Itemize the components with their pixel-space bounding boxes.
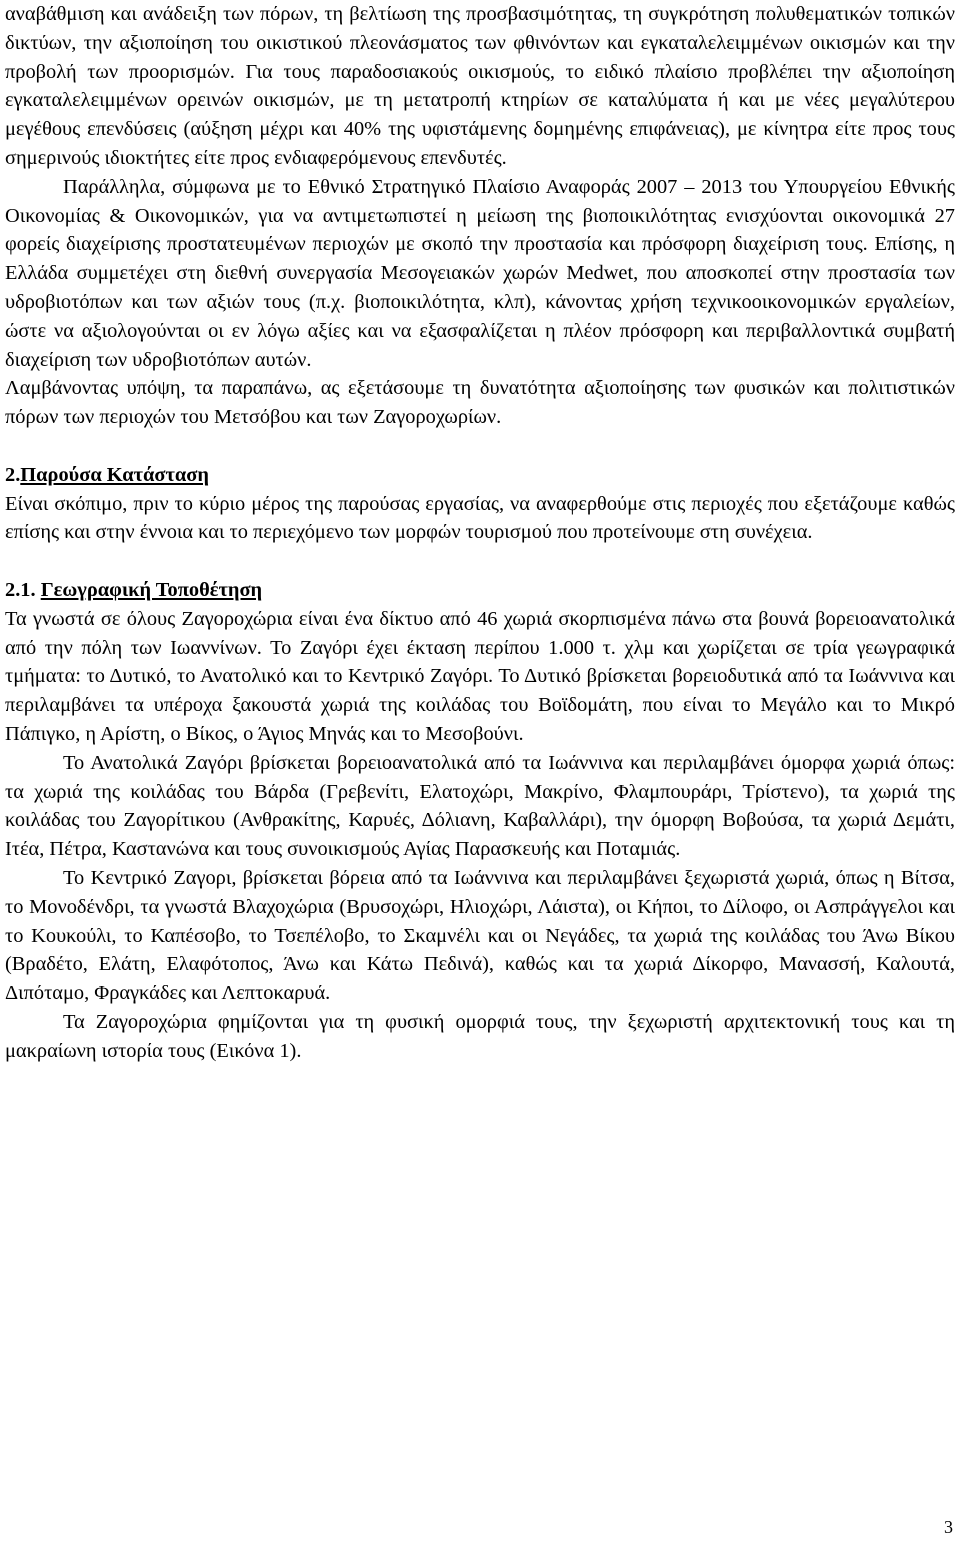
section-number: 2. <box>5 463 21 486</box>
section-heading-current-state <box>5 461 955 490</box>
paragraph-espa: Παράλληλα, σύμφωνα με το Εθνικό Στρατηγικό Πλαίσιο Αναφοράς 2007 – 2013 του Υπουργείου Εθνικής Οικονομίας & Οικονομικών, για να αντιμετωπιστεί η μείωση της βιοποικιλότητας ενισχύονται οικονομικά 27 φορείς διαχείρισης προστατευμένων περιοχών με σκοπό την προστασία και πρόσφορη διαχείριση τους. Επίσης, η Ελλάδα συμμετέχει στη διεθνή συνεργασία Μεσογειακών χωρών Medwet, που αποσκοπεί στην προστασία των υδροβιοτόπων και των αξιών τους (π.χ. βιοποικιλότητα, κλπ), κάνοντας χρήση τεχνικοοικονομικών εργαλείων, ώστε να αξιολογούνται οι εν λόγω αξίες και να εξασφαλίζεται η πλέον πρόσφορη και περιβαλλοντικά συμβατή διαχείριση των υδροβιοτόπων αυτών. <box>5 175 955 371</box>
paragraph-current-state: Είναι σκόπιμο, πριν το κύριο μέρος της παρούσας εργασίας, να αναφερθούμε στις περιοχές που εξετάζουμε καθώς επίσης και στην έννοια και το περιεχόμενο των μορφών τουρισμού που προτείνουμε στη συνέχεια. <box>5 492 955 544</box>
subsection-number: 2.1. <box>5 578 36 601</box>
page-number: 3 <box>944 1517 953 1537</box>
paragraph-geography-east: Το Ανατολικά Ζαγόρι βρίσκεται βορειοανατολικά από τα Ιωάννινα και περιλαμβάνει όμορφα χωριά όπως: τα χωριά της κοιλάδας του Βάρδα (Γρεβενίτι, Ελατοχώρι, Μακρίνο, Φλαμπουράρι, Τρίστενο), τα χωριά της κοιλάδας του Ζαγορίτικου (Ανθρακίτης, Καρυές, Δόλιανη, Καβαλλάρι), την όμορφη Βοβούσα, τα χωριά Δεμάτι, Ιτέα, Πέτρα, Καστανώνα και τους συνοικισμούς Αγίας Παρασκευής και Ποταμιάς. <box>5 751 955 861</box>
section-title: Παρούσα Κατάσταση <box>20 463 209 486</box>
paragraph-geography-central: Το Κεντρικό Ζαγορι, βρίσκεται βόρεια από τα Ιωάννινα και περιλαμβάνει ξεχωριστά χωριά, όπως η Βίτσα, το Μονοδένδρι, τα γνωστά Βλαχοχώρια (Βρυσοχώρι, Ηλιοχώρι, Λάιστα), οι Κήποι, το Δίλοφο, οι Ασπράγγελοι και το Κουκούλι, το Καπέσοβο, το Τσεπέλοβο, το Σκαμνέλι και οι Νεγάδες, τα χωριά της κοιλάδας του Άνω Βίκου (Βραδέτο, Ελάτη, Ελαφότοπος, Άνω και Κάτω Πεδινά), καθώς και τα χωριά Δίκορφο, Μανασσή, Καλουτά, Διπόταμο, Φραγκάδες και Λεπτοκαρυά. <box>5 866 955 1005</box>
paragraph-intro-continuation: αναβάθμιση και ανάδειξη των πόρων, τη βελτίωση της προσβασιμότητας, τη συγκρότηση πολυθεματικών τοπικών δικτύων, την αξιοποίηση του οικιστικού πλεονάσματος των φθινόντων και εγκαταλελειμμένων οικισμών και την προβολή των προορισμών. Για τους παραδοσιακούς οικισμούς, το ειδικό πλαίσιο προβλέπει την αξιοποίηση εγκαταλελειμμένων ορεινών οικισμών, με τη μετατροπή κτηρίων σε καταλύματα ή και με νέες μεγαλύτερου μεγέθους επενδύσεις (αύξηση μέχρι και 40% της υφιστάμενης δομημένης επιφάνειας), με κίνητρα είτε προς τους σημερινούς ιδιοκτήτες είτε προς ενδιαφερόμενους επενδυτές. <box>5 3 955 169</box>
paragraph-transition: Λαμβάνοντας υπόψη, τα παραπάνω, ας εξετάσουμε τη δυνατότητα αξιοποίησης των φυσικών και πολιτιστικών πόρων των περιοχών του Μετσόβου και των Ζαγοροχωρίων. <box>5 377 955 429</box>
document-page <box>5 0 955 1065</box>
subsection-title: Γεωγραφική Τοποθέτηση <box>40 578 263 601</box>
paragraph-geography-west: Τα γνωστά σε όλους Ζαγοροχώρια είναι ένα δίκτυο από 46 χωριά σκορπισμένα πάνω στα βουνά βορειοανατολικά από την πόλη των Ιωαννίνων. Το Ζαγόρι έχει έκταση περίπου 1.000 τ. χλμ και χωρίζεται σε τρία γεωγραφικά τμήματα: το Δυτικό, το Ανατολικό και το Κεντρικό Ζαγόρι. Το Δυτικό βρίσκεται βορειοδυτικά από τα Ιωάννινα και περιλαμβάνει τα υπέροχα ξακουστά χωριά της κοιλάδας του Βοϊδομάτη, που είναι το Μεγάλο και το Μικρό Πάπιγκο, η Αρίστη, ο Βίκος, ο Άγιος Μηνάς και το Μεσοβούνι. <box>5 607 955 745</box>
subsection-heading-geography <box>5 576 955 605</box>
paragraph-geography-summary: Τα Ζαγοροχώρια φημίζονται για τη φυσική ομορφιά τους, την ξεχωριστή αρχιτεκτονική τους και τη μακραίωνη ιστορία τους (Εικόνα 1). <box>5 1010 955 1062</box>
